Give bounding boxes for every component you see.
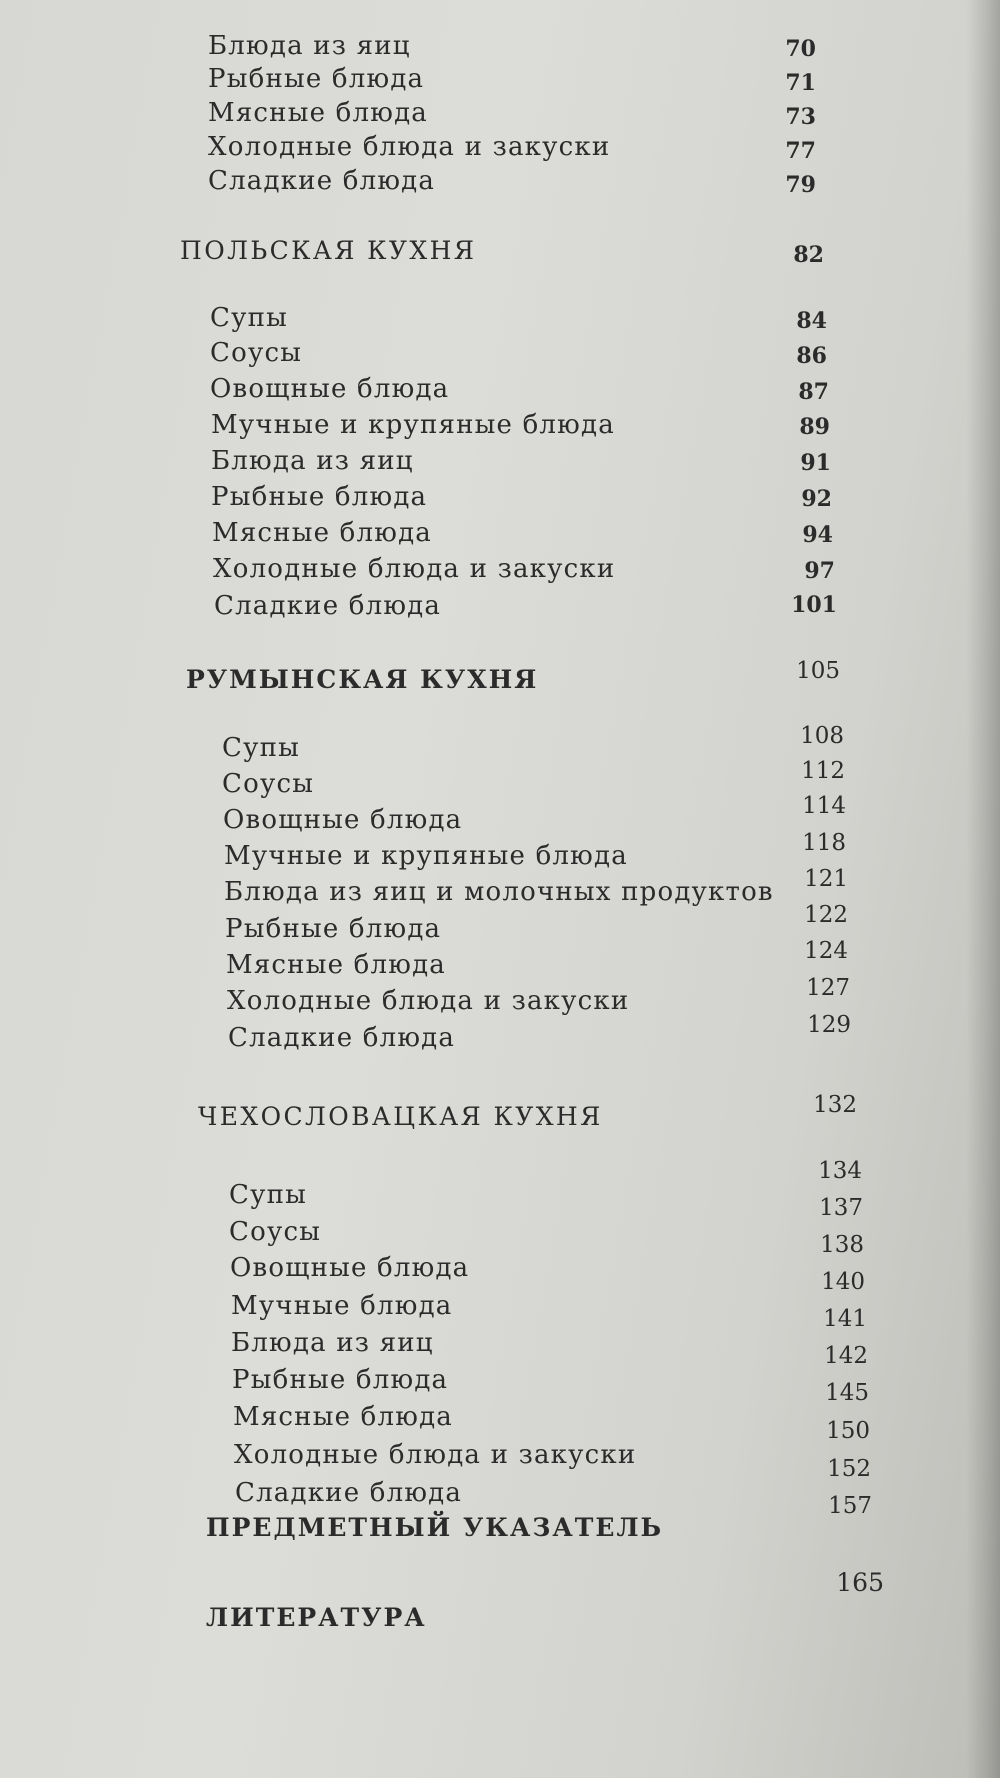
toc-entry: Супы [229, 1180, 308, 1210]
toc-entry: Сладкие блюда [228, 1023, 456, 1053]
toc-page-number: 121 [804, 866, 848, 892]
section-page-number: 82 [793, 242, 824, 268]
toc-page-number: 94 [802, 522, 833, 548]
toc-entry: Блюда из яиц [211, 446, 414, 476]
toc-page-number: 87 [798, 379, 829, 405]
toc-entry: Мясные блюда [212, 518, 432, 548]
section-page-number: 105 [796, 658, 840, 684]
toc-entry: Рыбные блюда [225, 914, 442, 944]
toc-entry: Сладкие блюда [208, 166, 436, 196]
toc-entry: Соусы [229, 1217, 322, 1247]
section-page-number: 132 [813, 1092, 857, 1118]
toc-page-number: 129 [807, 1012, 851, 1038]
section-heading: ПРЕДМЕТНЫЙ УКАЗАТЕЛЬ [206, 1513, 664, 1542]
toc-page-number: 138 [820, 1232, 864, 1258]
toc-page-number: 101 [791, 592, 837, 618]
toc-page-number: 108 [800, 723, 844, 749]
section-heading: ПОЛЬСКАЯ КУХНЯ [180, 236, 477, 265]
toc-page-number: 91 [800, 450, 831, 476]
toc-page-number: 142 [824, 1343, 868, 1369]
toc-page-number: 70 [785, 36, 816, 62]
toc-page-number: 86 [796, 343, 827, 369]
toc-entry: Блюда из яиц [208, 31, 411, 61]
toc-page-number: 84 [796, 308, 827, 334]
toc-page-number: 127 [806, 975, 850, 1001]
toc-entry: Рыбные блюда [232, 1365, 449, 1395]
toc-page-number: 137 [819, 1195, 863, 1221]
toc-entry: Блюда из яиц и молочных продуктов [224, 877, 774, 907]
section-page-number: 165 [836, 1568, 884, 1597]
toc-entry: Овощные блюда [223, 805, 463, 835]
toc-entry: Холодные блюда и закуски [234, 1440, 637, 1470]
toc-entry: Блюда из яиц [231, 1328, 434, 1358]
toc-entry: Мясные блюда [226, 950, 446, 980]
toc-page-number: 134 [818, 1158, 862, 1184]
toc-entry: Овощные блюда [230, 1253, 470, 1283]
toc-entry: Мясные блюда [233, 1402, 453, 1432]
toc-entry: Сладкие блюда [214, 591, 442, 621]
toc-page-number: 118 [802, 830, 846, 856]
toc-entry: Холодные блюда и закуски [227, 986, 630, 1016]
toc-entry: Супы [222, 733, 301, 763]
toc-page-number: 92 [801, 486, 832, 512]
toc-page-number: 150 [826, 1418, 870, 1444]
toc-entry: Мучные и крупяные блюда [211, 410, 615, 440]
toc-entry: Холодные блюда и закуски [213, 554, 616, 584]
toc-page-number: 124 [804, 938, 848, 964]
toc-entry: Мучные блюда [231, 1291, 453, 1321]
toc-entry: Мучные и крупяные блюда [224, 841, 628, 871]
toc-entry: Рыбные блюда [211, 482, 428, 512]
toc-entry: Овощные блюда [210, 374, 450, 404]
toc-page-number: 122 [804, 902, 848, 928]
toc-page-number: 77 [785, 138, 816, 164]
section-heading: ЛИТЕРАТУРА [206, 1603, 427, 1632]
toc-page-number: 97 [804, 558, 835, 584]
toc-entry: Сладкие блюда [235, 1478, 463, 1508]
toc-entry: Рыбные блюда [208, 64, 425, 94]
toc-page-number: 145 [825, 1380, 869, 1406]
page-edge-shadow [966, 0, 1000, 1778]
toc-page-number: 73 [785, 104, 816, 130]
toc-entry: Соусы [222, 769, 315, 799]
toc-page-number: 112 [801, 758, 845, 784]
toc-entry: Мясные блюда [208, 98, 428, 128]
toc-entry: Холодные блюда и закуски [208, 132, 611, 162]
toc-page-number: 71 [785, 70, 816, 96]
toc-page-number: 114 [802, 793, 846, 819]
toc-page-number: 79 [785, 172, 816, 198]
toc-page-number: 152 [827, 1456, 871, 1482]
toc-page-number: 89 [799, 414, 830, 440]
section-heading: ЧЕХОСЛОВАЦКАЯ КУХНЯ [198, 1102, 603, 1131]
toc-entry: Соусы [210, 338, 303, 368]
toc-entry: Супы [210, 303, 289, 333]
toc-page-number: 140 [821, 1269, 865, 1295]
section-heading: РУМЫНСКАЯ КУХНЯ [186, 665, 539, 694]
section-page-number: 157 [828, 1493, 872, 1519]
toc-page-number: 141 [823, 1306, 867, 1332]
